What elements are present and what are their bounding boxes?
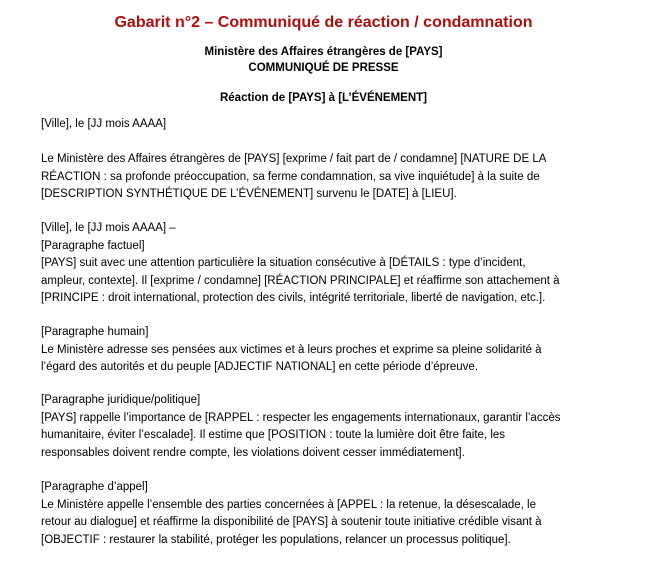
intro-line: Le Ministère des Affaires étrangères de [PAYS] [exprime / fait part de / condamne] [NATURE DE LA bbox=[41, 153, 547, 165]
ministry-header: Ministère des Affaires étrangères de [PAYS] bbox=[204, 46, 443, 58]
intro-line: RÉACTION : sa profonde préoccupation, sa ferme condamnation, sa vive inquiétude] à la suite de bbox=[41, 170, 540, 183]
appeal-section bbox=[41, 479, 611, 549]
legal-label: [Paragraphe juridique/politique] bbox=[41, 394, 201, 406]
intro-paragraph bbox=[41, 151, 611, 204]
factual-line: [PAYS] suit avec une attention particulière la situation consécutive à [DÉTAILS : type d’incident, bbox=[41, 257, 526, 269]
factual-label: [Paragraphe factuel] bbox=[41, 239, 145, 252]
human-label: [Paragraphe humain] bbox=[41, 326, 149, 338]
dateline-2: [Ville], le [JJ mois AAAA] – bbox=[41, 222, 176, 234]
legal-line: [PAYS] rappelle l’importance de [RAPPEL : respecter les engagements internationaux, garantir l’accès bbox=[41, 411, 561, 424]
legal-line: humanitaire, éviter l’escalade]. Il estime que [POSITION : toute la lumière doit être faite, les bbox=[41, 429, 506, 441]
document-title: Gabarit n°2 – Communiqué de réaction / condamnation bbox=[114, 14, 533, 31]
dateline-1: [Ville], le [JJ mois AAAA] bbox=[41, 118, 167, 130]
appeal-line: retour au dialogue] et réaffirme la disponibilité de [PAYS] à soutenir toute initiative crédible visant à bbox=[41, 516, 542, 528]
appeal-line: [OBJECTIF : restaurer la stabilité, protéger les populations, relancer un processus politique]. bbox=[41, 533, 511, 546]
appeal-line: Le Ministère appelle l’ensemble des parties concernées à [APPEL : la retenue, la désescalade, le bbox=[41, 498, 537, 511]
legal-section bbox=[41, 392, 611, 462]
factual-line: [PRINCIPE : droit international, protection des civils, intégrité territoriale, liberté de navigation, etc.]. bbox=[41, 292, 546, 304]
press-release-header: COMMUNIQUÉ DE PRESSE bbox=[248, 62, 399, 74]
factual-line: ampleur, contexte]. Il [exprime / condamne] [RÉACTION PRINCIPALE] et réaffirme son attachement à bbox=[41, 274, 560, 287]
legal-line: responsables doivent rendre compte, les violations doivent cesser immédiatement]. bbox=[41, 446, 465, 459]
appeal-label: [Paragraphe d’appel] bbox=[41, 481, 148, 493]
intro-line: [DESCRIPTION SYNTHÉTIQUE DE L’ÉVÉNEMENT] survenu le [DATE] à [LIEU]. bbox=[41, 188, 457, 200]
human-line: Le Ministère adresse ses pensées aux victimes et à leurs proches et exprime sa pleine solidarité à bbox=[41, 343, 542, 356]
human-section bbox=[41, 324, 611, 377]
factual-section bbox=[41, 220, 611, 308]
human-line: l’égard des autorités et du peuple [ADJECTIF NATIONAL] en cette période d’épreuve. bbox=[41, 361, 479, 373]
reaction-heading: Réaction de [PAYS] à [L’ÉVÉNEMENT] bbox=[219, 92, 428, 104]
